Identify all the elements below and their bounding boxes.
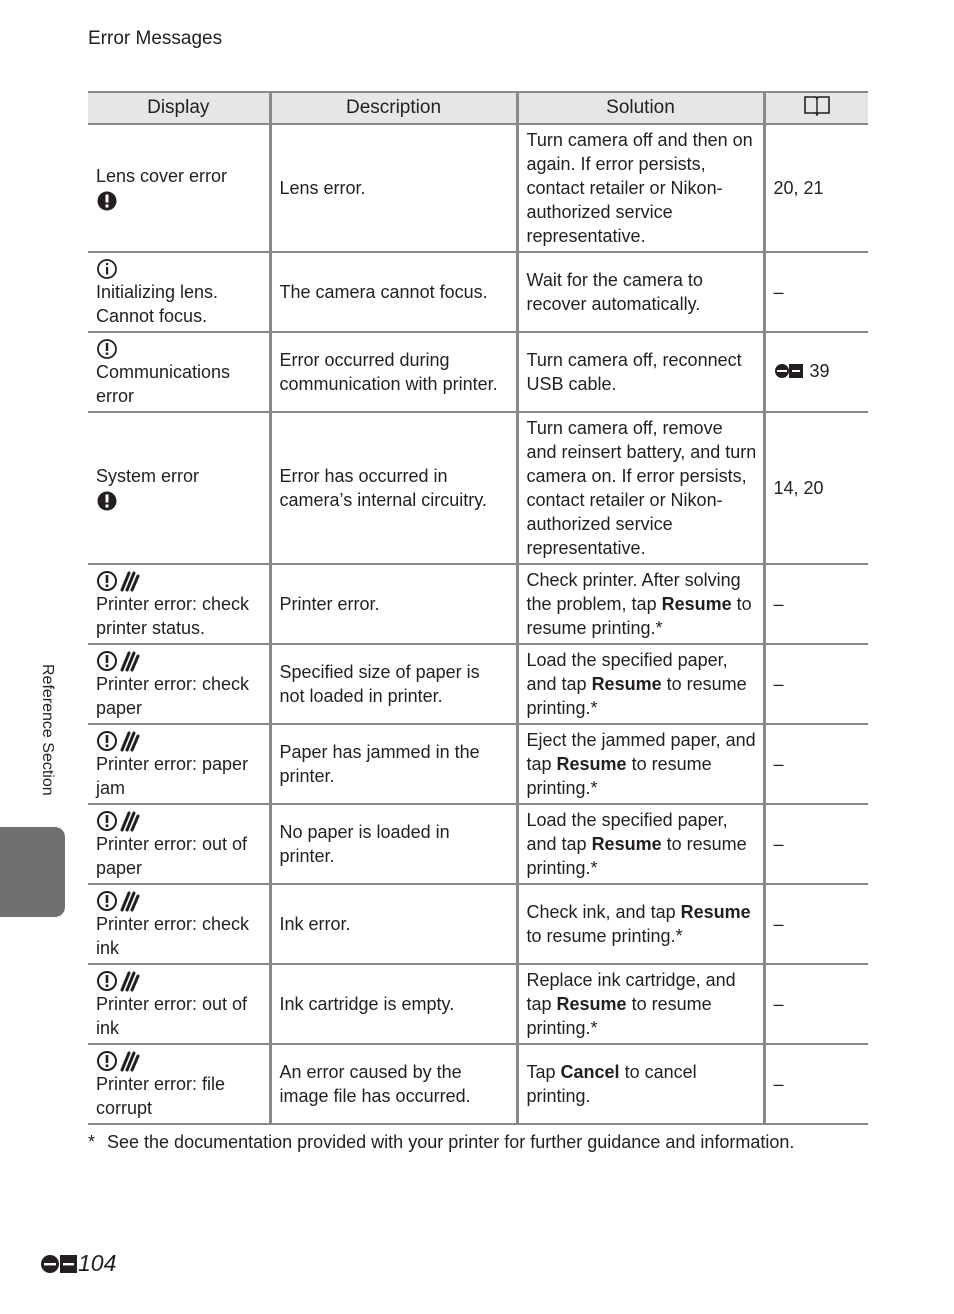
display-text: Printer error: check ink [96,914,250,958]
display-cell [88,964,270,1044]
display-cell [88,724,270,804]
table-row [88,332,868,412]
resume-label: Resume [556,754,627,774]
reference-cell: – [764,1044,868,1124]
resume-label: Resume [680,902,751,922]
warning-outline-icon [96,338,118,360]
printer-error-icon [96,810,140,832]
table-row [88,1044,868,1124]
display-cell [88,332,270,412]
table-row [88,964,868,1044]
table-row [88,564,868,644]
display-cell [88,804,270,884]
display-cell [88,124,270,252]
reference-cell: – [764,564,868,644]
resume-label: Resume [661,594,732,614]
section-tab-label: Reference Section [39,664,56,796]
display-text: Printer error: check printer status. [96,594,250,638]
reference-cell: 20, 21 [764,124,868,252]
description-cell: Printer error. [270,564,517,644]
display-text: Printer error: out of paper [96,834,248,878]
display-text: Communications error [96,362,231,406]
display-text: System error [96,466,200,486]
printer-error-icon [96,730,140,752]
footnote-mark: * [88,1132,96,1152]
reference-cell: 39 [764,332,868,412]
cancel-label: Cancel [560,1062,620,1082]
display-text: Initializing lens. Cannot focus. [96,282,219,326]
warning-filled-icon [96,190,118,212]
column-header-display: Display [88,92,270,124]
column-header-solution: Solution [517,92,764,124]
reference-cell: – [764,964,868,1044]
solution-cell: Wait for the camera to recover automatically. [517,252,764,332]
display-cell [88,1044,270,1124]
resume-label: Resume [591,674,662,694]
display-text: Lens cover error [96,166,228,186]
description-cell: The camera cannot focus. [270,252,517,332]
display-text: Printer error: file corrupt [96,1074,226,1118]
description-cell: Specified size of paper is not loaded in printer. [270,644,517,724]
solution-cell: Turn camera off and then on again. If error persists, contact retailer or Nikon-authorized service representative. [517,124,764,252]
description-cell: Ink error. [270,884,517,964]
page-number [40,1250,116,1277]
table-row [88,644,868,724]
warning-filled-icon [96,490,118,512]
resume-label: Resume [591,834,662,854]
running-header: Error Messages [88,28,223,49]
description-cell: Error has occurred in camera’s internal circuitry. [270,412,517,564]
solution-cell: Replace ink cartridge, and tap Resume to resume printing.* [517,964,764,1044]
description-cell: Ink cartridge is empty. [270,964,517,1044]
solution-cell: Tap Cancel to cancel printing. [517,1044,764,1124]
table-header-row [88,92,868,124]
description-cell: Paper has jammed in the printer. [270,724,517,804]
solution-cell: Check printer. After solving the problem, tap Resume to resume printing.* [517,564,764,644]
reference-book-icon [803,94,831,116]
table-row [88,124,868,252]
footnote [88,1132,794,1153]
page-number-text: 104 [78,1250,117,1276]
description-cell: Error occurred during communication with printer. [270,332,517,412]
reference-cell: 14, 20 [764,412,868,564]
printer-error-icon [96,970,140,992]
table-row [88,724,868,804]
table-row [88,252,868,332]
display-cell [88,564,270,644]
display-text: Printer error: paper jam [96,754,249,798]
description-cell: Lens error. [270,124,517,252]
display-text: Printer error: check paper [96,674,250,718]
footnote-text: See the documentation provided with your printer for further guidance and information. [107,1132,795,1152]
display-cell [88,884,270,964]
reference-cell: – [764,252,868,332]
solution-cell: Turn camera off, reconnect USB cable. [517,332,764,412]
reference-cell: – [764,804,868,884]
info-icon [96,258,118,280]
section-tab [0,827,65,917]
reference-cell: – [764,724,868,804]
display-cell [88,644,270,724]
description-cell: No paper is loaded in printer. [270,804,517,884]
reference-cell: – [764,884,868,964]
solution-cell: Turn camera off, remove and reinsert battery, and turn camera on. If error persists, contact retailer or Nikon-authorized service representative. [517,412,764,564]
printer-error-icon [96,1050,140,1072]
solution-cell: Load the specified paper, and tap Resume to resume printing.* [517,804,764,884]
printer-error-icon [96,650,140,672]
table-row [88,412,868,564]
resume-label: Resume [556,994,627,1014]
display-cell [88,252,270,332]
reference-section-icon [40,1253,78,1275]
reference-cell: – [764,644,868,724]
display-text: Printer error: out of ink [96,994,248,1038]
table-row [88,884,868,964]
printer-error-icon [96,890,140,912]
solution-cell: Load the specified paper, and tap Resume to resume printing.* [517,644,764,724]
display-cell [88,412,270,564]
error-messages-table [88,91,868,1125]
solution-cell: Check ink, and tap Resume to resume printing.* [517,884,764,964]
solution-cell: Eject the jammed paper, and tap Resume to resume printing.* [517,724,764,804]
column-header-reference [764,92,868,124]
reference-section-icon [774,363,804,379]
printer-error-icon [96,570,140,592]
description-cell: An error caused by the image file has occurred. [270,1044,517,1124]
table-row [88,804,868,884]
column-header-description: Description [270,92,517,124]
